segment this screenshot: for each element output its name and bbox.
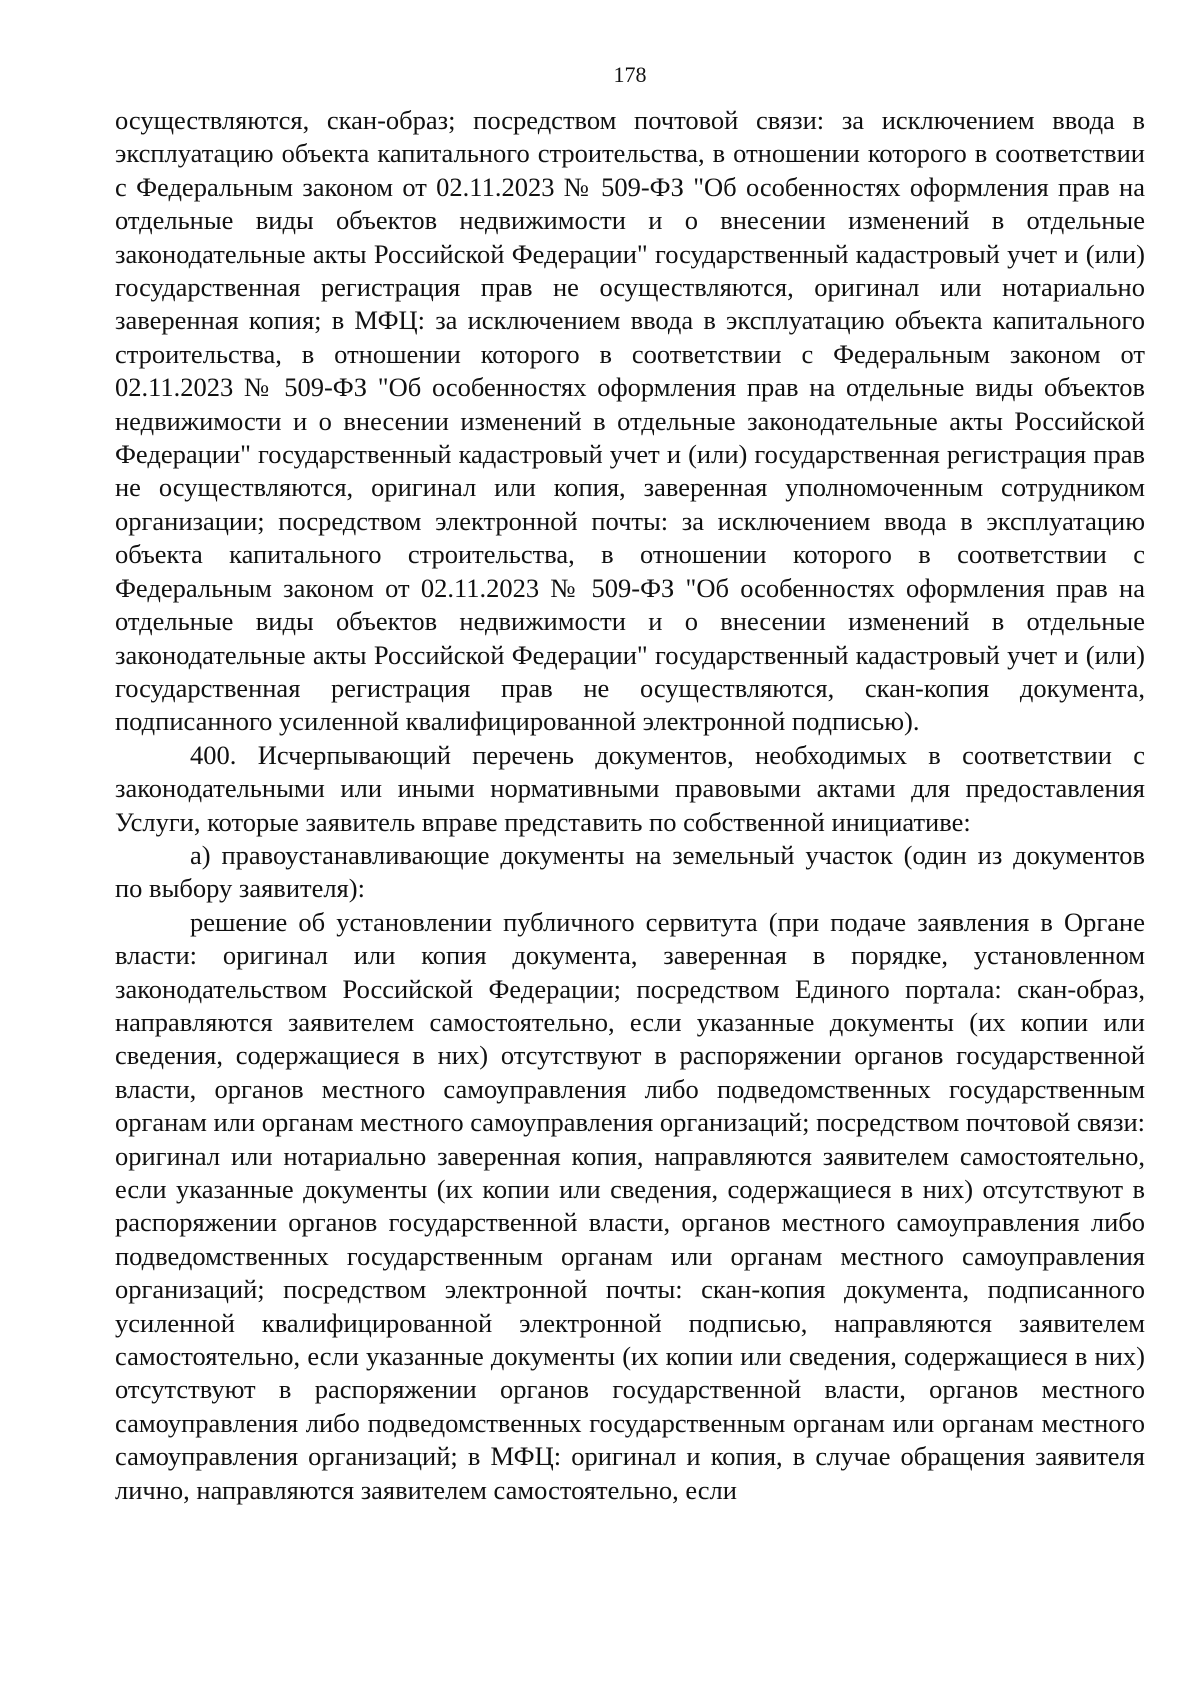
paragraph-item-a: а) правоустанавливающие документы на земельный участок (один из документов по выбору заявителя): [115, 839, 1145, 904]
paragraph-continuation: осуществляются, скан-образ; посредством почтовой связи: за исключением ввода в эксплуатацию объекта капитального строительства, в отношении которого в соответствии с Федеральным законом от 02.11.2023 № 509-ФЗ "Об особенностях оформления прав на отдельные виды объектов недвижимости и о внесении изменений в отдельные законодательные акты Российской Федерации" государственный кадастровый учет и (или) государственная регистрация прав не осуществляются, оригинал или нотариально заверенная копия; в МФЦ: за исключением ввода в эксплуатацию объекта капитального строительства, в отношении которого в соответствии с Федеральным законом от 02.11.2023 № 509-ФЗ "Об особенностях оформления прав на отдельные виды объектов недвижимости и о внесении изменений в отдельные законодательные акты Российской Федерации" государственный кадастровый учет и (или) государственная регистрация прав не осуществляются, оригинал или копия, заверенная уполномоченным сотрудником организации; посредством электронной почты: за исключением ввода в эксплуатацию объекта капитального строительства, в отношении которого в соответствии с Федеральным законом от 02.11.2023 № 509-ФЗ "Об особенностях оформления прав на отдельные виды объектов недвижимости и о внесении изменений в отдельные законодательные акты Российской Федерации" государственный кадастровый учет и (или) государственная регистрация прав не осуществляются, скан-копия документа, подписанного усиленной квалифицированной электронной подписью). [115, 105, 1145, 737]
paragraph-item-400: 400. Исчерпывающий перечень документов, необходимых в соответствии с законодательными или иными нормативными правовыми актами для предоставления Услуги, которые заявитель вправе представить по собственной инициативе: [115, 739, 1145, 837]
document-body [115, 60, 1145, 1507]
page-number: 178 [613, 62, 647, 87]
paragraph-servitude-decision: решение об установлении публичного сервитута (при подаче заявления в Органе власти: оригинал или копия документа, заверенная в порядке, установленном законодательством Российской Федерации; посредством Единого портала: скан-образ, направляются заявителем самостоятельно, если указанные документы (их копии или сведения, содержащиеся в них) отсутствуют в распоряжении органов государственной власти, органов местного самоуправления либо подведомственных государственным органам или органам местного самоуправления организаций; посредством почтовой связи: оригинал или нотариально заверенная копия, направляются заявителем самостоятельно, если указанные документы (их копии или сведения, содержащиеся в них) отсутствуют в распоряжении органов государственной власти, органов местного самоуправления либо подведомственных государственным органам или органам местного самоуправления организаций; посредством электронной почты: скан-копия документа, подписанного усиленной квалифицированной электронной подписью, направляются заявителем самостоятельно, если указанные документы (их копии или сведения, содержащиеся в них) отсутствуют в распоряжении органов государственной власти, органов местного самоуправления либо подведомственных государственным органам или органам местного самоуправления организаций; в МФЦ: оригинал и копия, в случае обращения заявителя лично, направляются заявителем самостоятельно, если [115, 906, 1145, 1505]
